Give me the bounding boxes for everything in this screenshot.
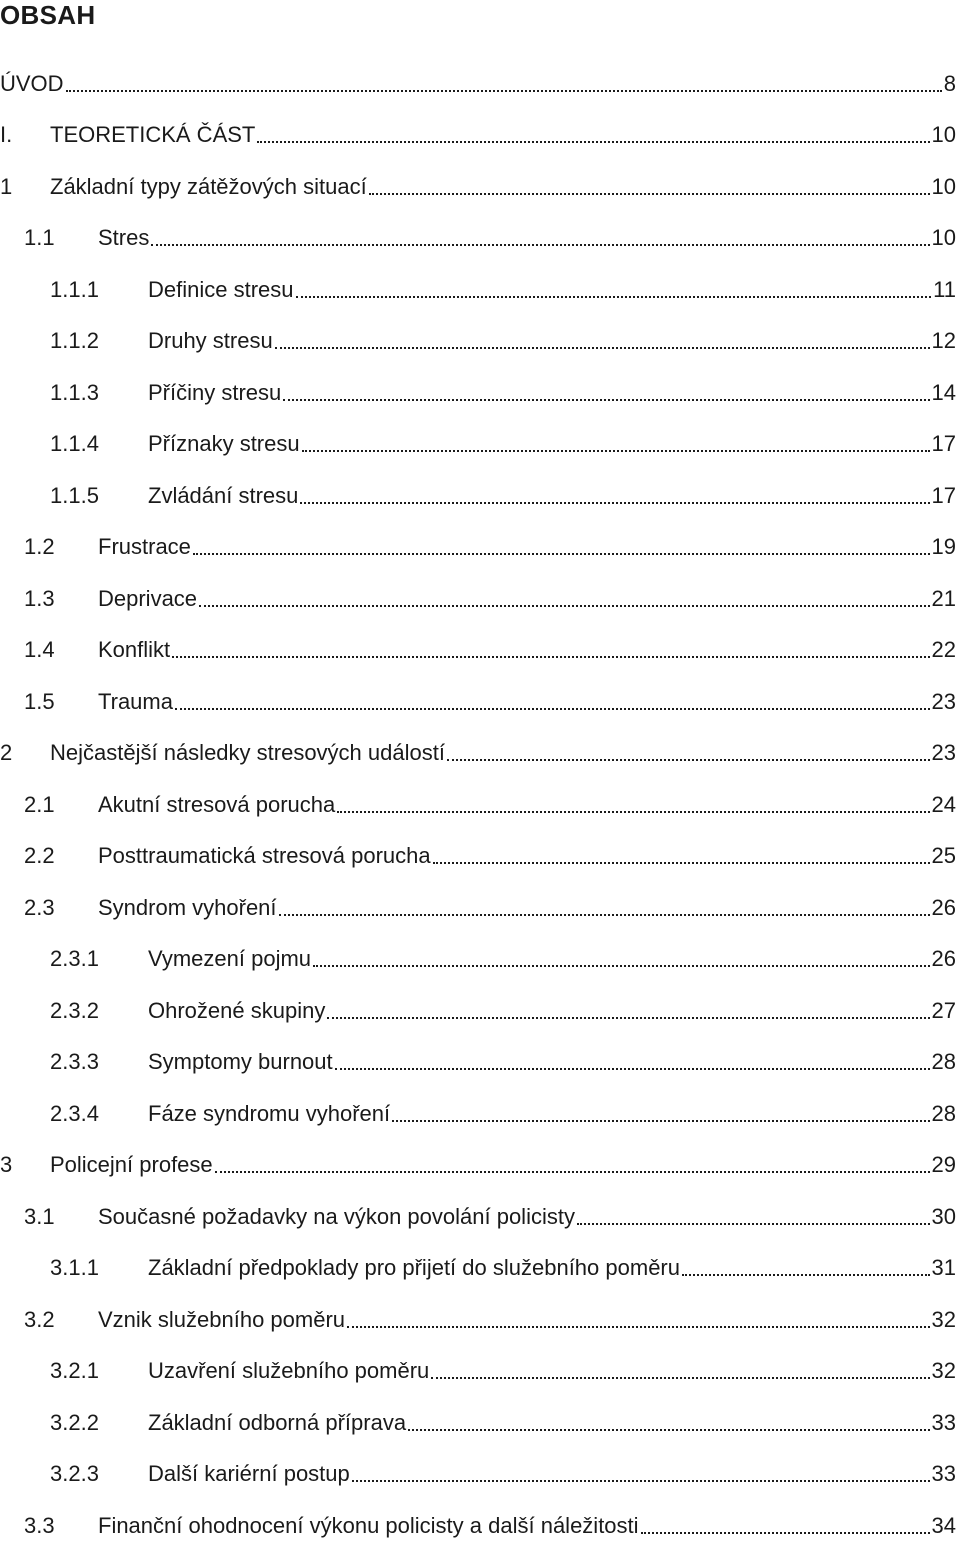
toc-entry-title: Policejní profese <box>50 1152 213 1178</box>
toc-entry-number: 3.2 <box>24 1306 55 1332</box>
dot-leader <box>193 531 930 555</box>
dot-leader <box>335 1046 930 1070</box>
toc-entry-page-number: 23 <box>931 688 956 714</box>
toc-entry[interactable] <box>0 1088 956 1140</box>
toc-entry-title: Nejčastější následky stresových událostí <box>50 740 445 766</box>
toc-entry-title: Finanční ohodnocení výkonu policisty a další náležitosti <box>98 1512 639 1538</box>
toc-entry-page-number: 10 <box>931 225 956 251</box>
toc-entry[interactable] <box>0 573 956 625</box>
toc-entry-number: 1.1.4 <box>50 431 99 457</box>
toc-entry[interactable] <box>0 831 956 883</box>
toc-entry[interactable] <box>0 110 956 162</box>
toc-entry-page-number: 32 <box>931 1358 956 1384</box>
toc-entry-title: Symptomy burnout <box>148 1049 333 1075</box>
toc-entry-title: Frustrace <box>98 534 191 560</box>
dot-leader <box>199 583 929 607</box>
toc-entry-page-number: 12 <box>931 328 956 354</box>
toc-entry[interactable] <box>0 161 956 213</box>
toc-entry-title: Fáze syndromu vyhoření <box>148 1100 391 1126</box>
dot-leader <box>347 1304 929 1328</box>
dot-leader <box>431 1355 929 1379</box>
toc-entry-page-number: 27 <box>931 997 956 1023</box>
dot-leader <box>447 737 930 761</box>
dot-leader <box>327 995 929 1019</box>
dot-leader <box>408 1407 929 1431</box>
toc-entry-title: Deprivace <box>98 585 198 611</box>
toc-entry-page-number: 31 <box>931 1255 956 1281</box>
dot-leader <box>151 222 929 246</box>
toc-entry-title: Zvládání stresu <box>148 482 299 508</box>
toc-entry-number: 2.1 <box>24 791 55 817</box>
toc-entry-title: Ohrožené skupiny <box>148 997 326 1023</box>
toc-entry-page-number: 34 <box>931 1512 956 1538</box>
toc-entry-page-number: 28 <box>931 1049 956 1075</box>
toc-entry[interactable] <box>0 367 956 419</box>
toc-entry-page-number: 11 <box>933 276 956 302</box>
toc-entry-number: 3.2.1 <box>50 1358 99 1384</box>
dot-leader <box>66 68 942 92</box>
toc-entry-title: ÚVOD <box>0 70 64 96</box>
dot-leader <box>172 634 929 658</box>
toc-entry[interactable] <box>0 213 956 265</box>
toc-entry-page-number: 26 <box>931 946 956 972</box>
dot-leader <box>337 789 929 813</box>
toc-entry-number: 2.3.2 <box>50 997 99 1023</box>
toc-entry-title: Posttraumatická stresová porucha <box>98 843 431 869</box>
toc-entry[interactable] <box>0 1346 956 1398</box>
toc-entry-page-number: 29 <box>931 1152 956 1178</box>
toc-entry-title: Současné požadavky na výkon povolání policisty <box>98 1203 575 1229</box>
toc-entry-page-number: 17 <box>931 482 956 508</box>
dot-leader <box>433 840 930 864</box>
dot-leader <box>257 119 929 143</box>
toc-entry-title: Základní předpoklady pro přijetí do služebního poměru <box>148 1255 680 1281</box>
toc-entry[interactable] <box>0 1243 956 1295</box>
toc-entry[interactable] <box>0 779 956 831</box>
toc-entry-title: Definice stresu <box>148 276 294 302</box>
toc-entry[interactable] <box>0 58 956 110</box>
toc-entry-number: 2.3.4 <box>50 1100 99 1126</box>
dot-leader <box>641 1510 930 1534</box>
toc-entry[interactable] <box>0 1294 956 1346</box>
toc-entry-number: 1.1.1 <box>50 276 99 302</box>
dot-leader <box>283 377 929 401</box>
toc-entry[interactable] <box>0 1140 956 1192</box>
toc-entry-page-number: 22 <box>931 637 956 663</box>
toc-entry-number: I. <box>0 122 13 148</box>
toc-entry-page-number: 32 <box>931 1306 956 1332</box>
toc-entry-page-number: 23 <box>931 740 956 766</box>
dot-leader <box>682 1252 930 1276</box>
toc-entry-title: Stres <box>98 225 150 251</box>
toc-entry[interactable] <box>0 522 956 574</box>
toc-entry-number: 1.4 <box>24 637 55 663</box>
toc-entry-title: Vymezení pojmu <box>148 946 312 972</box>
toc-entry-page-number: 25 <box>931 843 956 869</box>
toc-entry-number: 1.1.2 <box>50 328 99 354</box>
dot-leader <box>369 171 930 195</box>
toc-entry[interactable] <box>0 985 956 1037</box>
toc-entry-title: Trauma <box>98 688 173 714</box>
toc-entry-title: Uzavření služebního poměru <box>148 1358 430 1384</box>
toc-entry-number: 1.1.5 <box>50 482 99 508</box>
toc-entry[interactable] <box>0 316 956 368</box>
toc-entry-title: TEORETICKÁ ČÁST <box>50 122 256 148</box>
toc-entry[interactable] <box>0 419 956 471</box>
toc-entry[interactable] <box>0 1037 956 1089</box>
toc-entry-title: Druhy stresu <box>148 328 273 354</box>
dot-leader <box>279 892 930 916</box>
toc-entry-page-number: 8 <box>943 70 956 96</box>
toc-entry[interactable] <box>0 676 956 728</box>
toc-entry-number: 3.1 <box>24 1203 55 1229</box>
toc-entry-title: Syndrom vyhoření <box>98 894 277 920</box>
dot-leader <box>352 1458 930 1482</box>
toc-entry-page-number: 10 <box>931 173 956 199</box>
toc-entry-number: 2.2 <box>24 843 55 869</box>
toc-entry-page-number: 30 <box>931 1203 956 1229</box>
toc-entry[interactable] <box>0 264 956 316</box>
toc-entry-number: 1.2 <box>24 534 55 560</box>
dot-leader <box>296 274 932 298</box>
dot-leader <box>275 325 930 349</box>
dot-leader <box>300 480 929 504</box>
toc-entry-number: 3.3 <box>24 1512 55 1538</box>
toc-entry-title: Akutní stresová porucha <box>98 791 336 817</box>
toc-entry-number: 3.1.1 <box>50 1255 99 1281</box>
dot-leader <box>302 428 930 452</box>
toc-entry[interactable] <box>0 1191 956 1243</box>
toc-entry-number: 1 <box>0 173 13 199</box>
toc-entry-page-number: 21 <box>931 585 956 611</box>
toc-entry-page-number: 19 <box>931 534 956 560</box>
toc-entry-title: Další kariérní postup <box>148 1461 350 1487</box>
dot-leader <box>215 1149 930 1173</box>
toc-entry-title: Základní odborná příprava <box>148 1409 407 1435</box>
toc-entry-number: 1.1 <box>24 225 55 251</box>
table-of-contents <box>0 58 956 1552</box>
toc-entry-title: Příznaky stresu <box>148 431 300 457</box>
toc-entry-page-number: 17 <box>931 431 956 457</box>
toc-entry-page-number: 33 <box>931 1461 956 1487</box>
toc-entry-number: 1.1.3 <box>50 379 99 405</box>
toc-entry-number: 3.2.3 <box>50 1461 99 1487</box>
toc-entry-number: 1.5 <box>24 688 55 714</box>
toc-entry-title: Příčiny stresu <box>148 379 282 405</box>
toc-entry-page-number: 33 <box>931 1409 956 1435</box>
toc-entry[interactable] <box>0 728 956 780</box>
toc-entry-title: Základní typy zátěžových situací <box>50 173 367 199</box>
toc-entry-number: 2 <box>0 740 13 766</box>
toc-entry-page-number: 10 <box>931 122 956 148</box>
toc-entry-page-number: 26 <box>931 894 956 920</box>
dot-leader <box>392 1098 929 1122</box>
toc-entry[interactable] <box>0 1449 956 1501</box>
page-title: OBSAH <box>0 0 96 30</box>
toc-entry-title: Konflikt <box>98 637 171 663</box>
toc-entry-number: 2.3.1 <box>50 946 99 972</box>
toc-entry[interactable] <box>0 470 956 522</box>
toc-entry[interactable] <box>0 934 956 986</box>
toc-entry[interactable] <box>0 1397 956 1449</box>
toc-entry-page-number: 14 <box>931 379 956 405</box>
toc-entry-page-number: 28 <box>931 1100 956 1126</box>
toc-entry[interactable] <box>0 882 956 934</box>
toc-entry-title: Vznik služebního poměru <box>98 1306 346 1332</box>
toc-entry-number: 1.3 <box>24 585 55 611</box>
toc-entry-number: 3 <box>0 1152 13 1178</box>
dot-leader <box>175 686 930 710</box>
toc-entry-number: 3.2.2 <box>50 1409 99 1435</box>
toc-entry-page-number: 24 <box>931 791 956 817</box>
dot-leader <box>313 943 929 967</box>
toc-entry-number: 2.3 <box>24 894 55 920</box>
toc-entry-number: 2.3.3 <box>50 1049 99 1075</box>
toc-entry[interactable] <box>0 625 956 677</box>
toc-entry[interactable] <box>0 1500 956 1552</box>
dot-leader <box>577 1201 930 1225</box>
